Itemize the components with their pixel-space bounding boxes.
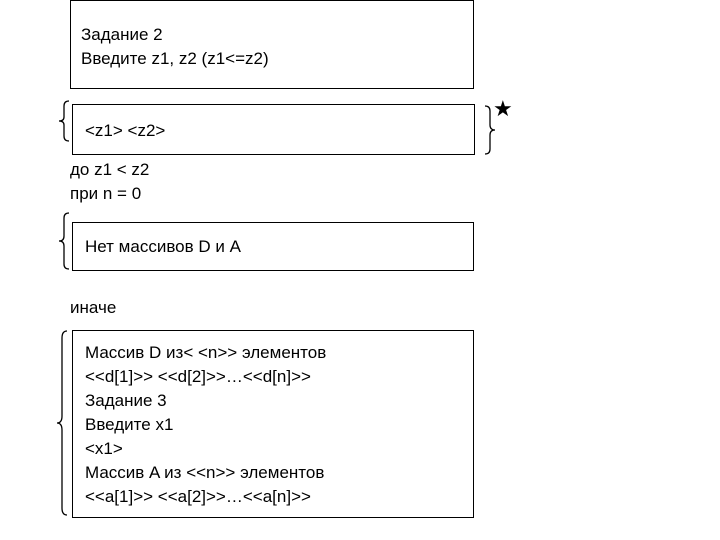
task-3-title: Задание 3 (85, 391, 167, 410)
no-arrays-box (72, 222, 474, 271)
input-values-box (72, 104, 475, 155)
array-a-header: Массив A из <<n>> элементов (85, 463, 325, 482)
star-icon: ★ (493, 96, 513, 121)
array-d-header: Массив D из< <n>> элементов (85, 343, 327, 362)
else-label: иначе (70, 298, 117, 317)
main-box-left-brace (54, 330, 70, 516)
no-arrays-text: Нет массивов D и A (85, 237, 241, 256)
input-values-text: <z1> <z2> (85, 121, 166, 140)
array-d-elements: <<d[1]>> <<d[2]>>…<<d[n]>> (85, 367, 311, 386)
task-header-box (70, 0, 474, 89)
array-a-elements: <<a[1]>> <<a[2]>>…<<a[n]>> (85, 487, 311, 506)
input-box-left-brace (56, 100, 72, 142)
condition-line-1: до z1 < z2 (70, 160, 150, 179)
condition-line-2: при n = 0 (70, 184, 142, 203)
x1-value: <x1> (85, 439, 123, 458)
task-instruction: Введите z1, z2 (z1<=z2) (81, 49, 269, 68)
enter-x1-instruction: Введите x1 (85, 415, 174, 434)
arrays-output-box (72, 330, 474, 518)
task-title: Задание 2 (81, 25, 163, 44)
no-arrays-left-brace (56, 212, 72, 270)
